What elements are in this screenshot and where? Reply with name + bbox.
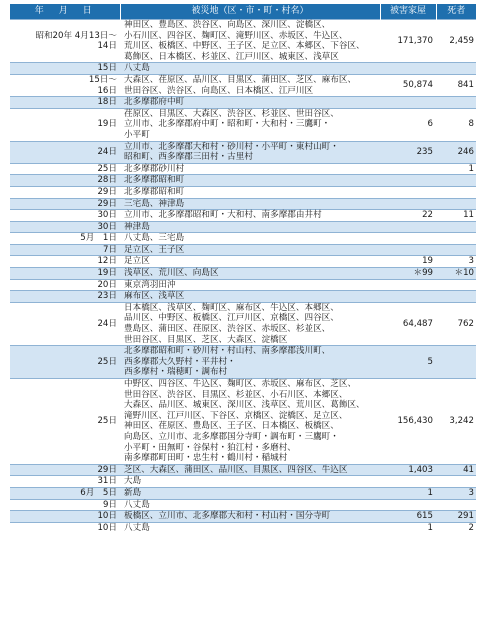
- cell-date: 24日: [10, 302, 120, 345]
- cell-date: 30日: [10, 210, 120, 222]
- cell-date: 25日: [10, 346, 120, 379]
- table-row: [10, 291, 476, 303]
- cell-area: 北多摩郡府中町: [120, 97, 380, 109]
- air-raid-damage-table-container: [10, 4, 476, 533]
- cell-area: 板橋区、立川市、北多摩郡大和村・村山村・国分寺町: [120, 511, 380, 523]
- cell-date: 29日: [10, 186, 120, 198]
- cell-date: 28日: [10, 175, 120, 187]
- cell-deaths: 841: [436, 74, 476, 96]
- cell-date: 25日: [10, 163, 120, 175]
- cell-deaths: [436, 221, 476, 233]
- table-row: [10, 63, 476, 75]
- cell-deaths: [436, 186, 476, 198]
- cell-deaths: 246: [436, 141, 476, 163]
- cell-area: 芝区、大森区、蒲田区、品川区、目黒区、四谷区、牛込区: [120, 464, 380, 476]
- table-row: [10, 379, 476, 465]
- cell-area: 大島: [120, 476, 380, 488]
- cell-houses: [380, 233, 436, 245]
- cell-deaths: 2,459: [436, 20, 476, 63]
- cell-area: 北多摩郡砂川村: [120, 163, 380, 175]
- header-date: 年 月 日: [10, 4, 120, 20]
- cell-houses: 50,874: [380, 74, 436, 96]
- cell-deaths: 11: [436, 210, 476, 222]
- cell-houses: [380, 291, 436, 303]
- cell-houses: [380, 221, 436, 233]
- cell-houses: 235: [380, 141, 436, 163]
- cell-area: 立川市、北多摩郡大和村・砂川村・小平町・東村山町・ 昭和町、西多摩郡三田村・古里村: [120, 141, 380, 163]
- table-row: [10, 522, 476, 533]
- table-row: [10, 244, 476, 256]
- cell-date: 6月 5日: [10, 487, 120, 499]
- air-raid-damage-table: [10, 4, 476, 533]
- table-row: [10, 346, 476, 379]
- table-row: [10, 74, 476, 96]
- cell-houses: [380, 63, 436, 75]
- table-row: [10, 141, 476, 163]
- cell-deaths: 3: [436, 487, 476, 499]
- cell-houses: [380, 97, 436, 109]
- cell-area: 八丈島、三宅島: [120, 233, 380, 245]
- cell-deaths: 762: [436, 302, 476, 345]
- table-row: [10, 210, 476, 222]
- table-row: [10, 198, 476, 210]
- cell-houses: 19: [380, 256, 436, 268]
- cell-area: 中野区、四谷区、牛込区、麹町区、赤坂区、麻布区、芝区、 世田谷区、渋谷区、目黒区、杉並区、小石川区、本郷区、 大森区、品川区、城東区、深川区、浅草区、荒川区、葛飾区、 滝野川区、江戸川区、下谷区、京橋区、淀橋区、足立区、 神田区、荏原区、豊島区、王子区、日本橋区、板橋区、 向島区、立川市、北多摩郡国分寺町・調布町・三鷹町・ 小平町・田無町・谷保村・狛江村・多磨村、 南多摩郡町田町・忠生村・鶴川村・稲城村: [120, 379, 380, 465]
- cell-houses: 171,370: [380, 20, 436, 63]
- cell-area: 荏原区、目黒区、大森区、渋谷区、杉並区、世田谷区、 立川市、北多摩郡府中町・昭和町・大和村・三鷹町・ 小平町: [120, 108, 380, 141]
- cell-houses: 64,487: [380, 302, 436, 345]
- cell-date: 30日: [10, 221, 120, 233]
- cell-date: 24日: [10, 141, 120, 163]
- cell-area: 神田区、豊島区、渋谷区、向島区、深川区、淀橋区、 小石川区、四谷区、麹町区、滝野川区、赤坂区、牛込区、 荒川区、板橋区、中野区、王子区、足立区、本郷区、下谷区、 葛飾区、日本橋区、杉並区、江戸川区、城東区、浅草区: [120, 20, 380, 63]
- cell-date: 15日: [10, 63, 120, 75]
- table-header: [10, 4, 476, 20]
- cell-area: 東京湾羽田沖: [120, 279, 380, 291]
- table-row: [10, 20, 476, 63]
- cell-date: 31日: [10, 476, 120, 488]
- table-row: [10, 175, 476, 187]
- cell-area: 八丈島: [120, 63, 380, 75]
- cell-houses: 22: [380, 210, 436, 222]
- cell-area: 北多摩郡昭和町: [120, 186, 380, 198]
- cell-deaths: 41: [436, 464, 476, 476]
- table-row: [10, 302, 476, 345]
- header-deaths: 死者: [436, 4, 476, 20]
- cell-deaths: [436, 476, 476, 488]
- cell-date: 5月 1日: [10, 233, 120, 245]
- cell-houses: [380, 175, 436, 187]
- cell-area: 新島: [120, 487, 380, 499]
- cell-date: 9日: [10, 499, 120, 511]
- cell-houses: [380, 186, 436, 198]
- cell-houses: 1,403: [380, 464, 436, 476]
- table-row: [10, 108, 476, 141]
- cell-area: 北多摩郡昭和町: [120, 175, 380, 187]
- table-row: [10, 163, 476, 175]
- table-row: [10, 186, 476, 198]
- cell-area: 北多摩郡昭和町・砂川村・村山村、南多摩郡浅川町、 西多摩郡大久野村・平井村・ 西多摩村・瑞穂町・調布村: [120, 346, 380, 379]
- table-row: [10, 487, 476, 499]
- cell-area: 浅草区、荒川区、向島区: [120, 268, 380, 280]
- cell-area: 三宅島、神津島: [120, 198, 380, 210]
- cell-houses: ＊99: [380, 268, 436, 280]
- cell-deaths: 291: [436, 511, 476, 523]
- header-houses: 被害家屋: [380, 4, 436, 20]
- cell-date: 29日: [10, 198, 120, 210]
- cell-houses: [380, 279, 436, 291]
- cell-date: 10日: [10, 522, 120, 533]
- cell-deaths: 1: [436, 163, 476, 175]
- cell-date: 10日: [10, 511, 120, 523]
- cell-deaths: [436, 198, 476, 210]
- cell-date: 15日～ 16日: [10, 74, 120, 96]
- cell-deaths: 3: [436, 256, 476, 268]
- cell-date: 20日: [10, 279, 120, 291]
- cell-deaths: 8: [436, 108, 476, 141]
- cell-date: 25日: [10, 379, 120, 465]
- cell-deaths: ＊10: [436, 268, 476, 280]
- cell-area: 立川市、北多摩郡昭和町・大和村、南多摩郡由井村: [120, 210, 380, 222]
- cell-houses: [380, 476, 436, 488]
- cell-area: 足立区: [120, 256, 380, 268]
- header-row: [10, 4, 476, 20]
- cell-deaths: [436, 63, 476, 75]
- table-row: [10, 279, 476, 291]
- cell-date: 18日: [10, 97, 120, 109]
- cell-area: 足立区、王子区: [120, 244, 380, 256]
- cell-houses: [380, 163, 436, 175]
- cell-houses: [380, 244, 436, 256]
- cell-area: 日本橋区、浅草区、麹町区、麻布区、牛込区、本郷区、 品川区、中野区、板橋区、江戸川区、京橋区、四谷区、 豊島区、蒲田区、荏原区、渋谷区、赤坂区、杉並区、 世田谷区、目黒区、芝区、大森区、淀橋区: [120, 302, 380, 345]
- cell-date: 19日: [10, 268, 120, 280]
- table-row: [10, 221, 476, 233]
- cell-date: 12日: [10, 256, 120, 268]
- cell-deaths: [436, 233, 476, 245]
- cell-deaths: [436, 499, 476, 511]
- cell-houses: 1: [380, 487, 436, 499]
- cell-date: 29日: [10, 464, 120, 476]
- cell-deaths: [436, 279, 476, 291]
- cell-houses: 1: [380, 522, 436, 533]
- cell-deaths: [436, 175, 476, 187]
- cell-deaths: 3,242: [436, 379, 476, 465]
- cell-date: 19日: [10, 108, 120, 141]
- cell-deaths: [436, 291, 476, 303]
- table-row: [10, 256, 476, 268]
- cell-area: 神津島: [120, 221, 380, 233]
- cell-date: 7日: [10, 244, 120, 256]
- cell-houses: 6: [380, 108, 436, 141]
- table-row: [10, 97, 476, 109]
- cell-houses: [380, 499, 436, 511]
- cell-houses: 156,430: [380, 379, 436, 465]
- cell-houses: 615: [380, 511, 436, 523]
- cell-houses: [380, 198, 436, 210]
- cell-area: 八丈島: [120, 499, 380, 511]
- table-row: [10, 511, 476, 523]
- cell-deaths: [436, 244, 476, 256]
- cell-area: 麻布区、浅草区: [120, 291, 380, 303]
- cell-date: 昭和20年 4月13日～ 14日: [10, 20, 120, 63]
- cell-houses: 5: [380, 346, 436, 379]
- table-row: [10, 233, 476, 245]
- table-row: [10, 499, 476, 511]
- cell-area: 八丈島: [120, 522, 380, 533]
- cell-date: 23日: [10, 291, 120, 303]
- table-row: [10, 268, 476, 280]
- table-row: [10, 464, 476, 476]
- table-row: [10, 476, 476, 488]
- header-area: 被災地（区・市・町・村名）: [120, 4, 380, 20]
- cell-deaths: [436, 97, 476, 109]
- cell-deaths: [436, 346, 476, 379]
- table-body: [10, 20, 476, 534]
- cell-deaths: 2: [436, 522, 476, 533]
- cell-area: 大森区、荏原区、品川区、目黒区、蒲田区、芝区、麻布区、 世田谷区、渋谷区、向島区、日本橋区、江戸川区: [120, 74, 380, 96]
